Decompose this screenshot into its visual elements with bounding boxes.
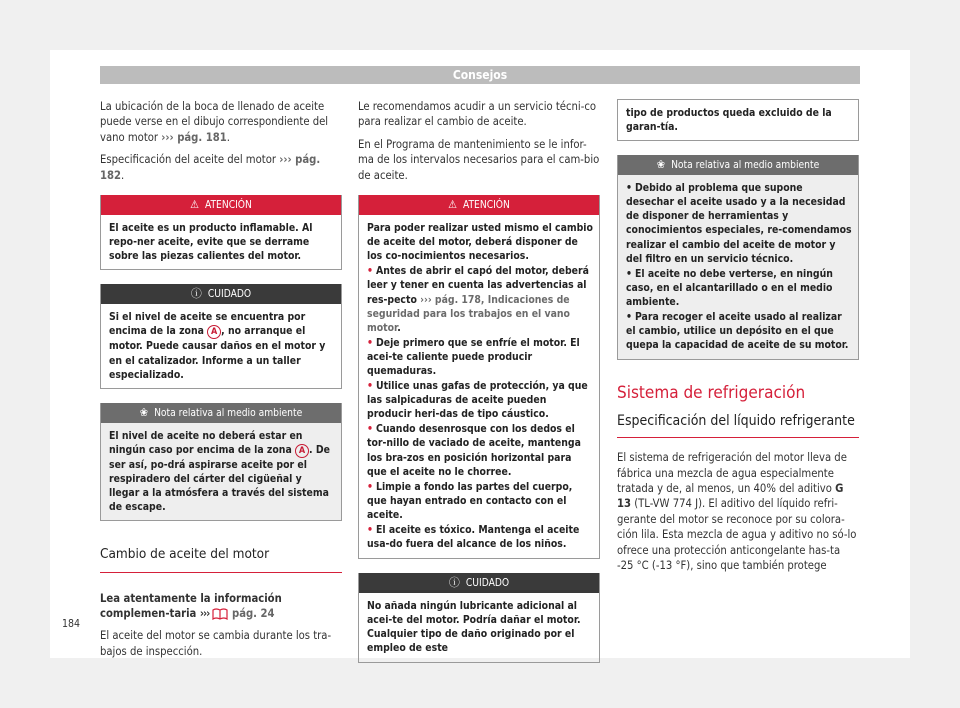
paragraph: En el Programa de mantenimiento se le infor-ma de los intervalos necesarios para el cam-bio de aceite. <box>358 137 600 182</box>
caution-header: ⓘ CUIDADO <box>359 573 599 593</box>
caution-box <box>358 573 600 662</box>
environment-text: El nivel de aceite no deberá estar en ningún caso por encima de la zona A . De ser así, po-drá aspirarse aceite por el respiradero del cárter del cigüeñal y llegar a la atmósfera a través del sistema de escape. <box>101 423 341 520</box>
page-link[interactable]: ››› pág. 182 <box>100 153 321 182</box>
paragraph: Lea atentamente la información complemen-taria ››› pág. 24 <box>100 591 282 620</box>
paragraph: Le recomendamos acudir a un servicio técni-co para realizar el cambio de aceite. <box>358 100 597 129</box>
paragraph: El sistema de refrigeración del motor lleva de fábrica una mezcla de agua especialmente tratada y de, al menos, un 40% del aditivo G 13 (TL-VW 774 J). El aditivo del líquido refri-gerante del motor se reconoce por su colora-ción lila. Esta mezcla de agua y aditivo no só-lo ofrece una protección anticongelante has-ta -25 °C (-13 °F), sino que también protege <box>617 451 857 572</box>
caution-text: tipo de productos queda excluido de la garan-tía. <box>626 107 832 134</box>
warning-triangle-icon: ⚠ <box>190 198 199 212</box>
warning-triangle-icon: ⚠ <box>448 198 457 212</box>
environment-header: ❀ Nota relativa al medio ambiente <box>101 403 341 423</box>
marker-a-icon: A <box>207 325 221 339</box>
caution-text: Si el nivel de aceite se encuentra por encima de la zona A , no arranque el motor. Puede causar daños en el motor y en el catalizador. Informe a un taller especializado. <box>109 311 326 381</box>
chapter-title: Sistema de refrigeración <box>617 383 806 404</box>
list-item: • Antes de abrir el capó del motor, deberá leer y tener en cuenta las advertencias al res-pecto ››› pág. 178, Indicaciones de seguridad para los trabajos en el vano motor. <box>367 265 589 334</box>
page-link[interactable]: ››› pág. 178, Indicaciones de seguridad para los trabajos en el vano motor <box>367 293 570 334</box>
paragraph: La ubicación de la boca de llenado de aceite puede verse en el dibujo correspondiente del vano motor ››› pág. 181. <box>100 100 329 144</box>
page-link[interactable]: ››› pág. 181 <box>161 130 227 144</box>
list-item: • Utilice unas gafas de protección, ya que las salpicaduras de aceite pueden producir heri-das de tipo cáustico. <box>367 380 588 421</box>
warning-text: Para poder realizar usted mismo el cambio de aceite del motor, deberá disponer de los co-nocimientos necesarios. • Antes de abrir el capó del motor, deberá leer y tener en cuenta las advertencias al res-pecto ››› pág. 178, Indicaciones de seguridad para los trabajos en el vano motor. • Deje primero que se enfríe el motor. El acei-te caliente puede producir quemaduras. • Utilice unas gafas de protección, ya que las salpicaduras de aceite pueden producir heri-das de tipo cáustico. • Cuando desenrosque con los dedos el tor-nillo de vaciado de aceite, mantenga los bra-zos en posición horizontal para que el aceite no le chorree. • Limpie a fondo las partes del cuerpo, que hayan entrado en contacto con el aceite. • El aceite es tóxico. Mantenga el aceite usa-do fuera del alcance de los niños. <box>367 222 593 551</box>
section-heading: Cambio de aceite del motor <box>100 547 342 572</box>
warning-box <box>358 195 600 559</box>
list-item: • Debido al problema que supone desechar el aceite usado y a la necesidad de disponer de herramientas y conocimientos especiales, re-comendamos realizar el cambio del aceite de motor y del filtro en un servicio técnico. <box>626 182 852 265</box>
leaf-icon: ❀ <box>139 405 149 419</box>
leaf-icon: ❀ <box>656 158 666 172</box>
warning-header: ⚠ ATENCIÓN <box>359 195 599 215</box>
caution-text: No añada ningún lubricante adicional al acei-te del motor. Podría dañar el motor. Cualquier tipo de daño originado por el empleo de este <box>367 600 581 655</box>
page-link[interactable]: pág. 24 <box>228 606 275 620</box>
list-item: • Cuando desenrosque con los dedos el tor-nillo de vaciado de aceite, mantenga los bra-zos en posición horizontal para que el aceite no le chorree. <box>367 423 581 478</box>
list-item: • Para recoger el aceite usado al realizar el cambio, utilice un depósito en el que quepa la capacidad de aceite de su motor. <box>626 311 849 352</box>
warning-box <box>100 195 342 270</box>
book-icon <box>212 608 228 620</box>
section-heading: Especificación del líquido refrigerante <box>617 414 859 438</box>
environment-note-box <box>100 403 342 521</box>
marker-a-icon: A <box>295 444 309 458</box>
column-left <box>100 99 342 666</box>
environment-text <box>618 175 858 359</box>
caution-box-continued <box>617 99 859 141</box>
paragraph: Especificación del aceite del motor ››› pág. 182. <box>100 153 321 182</box>
list-item: • El aceite es tóxico. Mantenga el aceite usa-do fuera del alcance de los niños. <box>367 524 580 551</box>
list-item: • El aceite no debe verterse, en ningún caso, en el alcantarillado o en el medio ambiente. <box>626 267 833 308</box>
warning-header: ⚠ ATENCIÓN <box>101 195 341 215</box>
column-middle <box>358 99 600 677</box>
info-circle-icon: ⓘ <box>448 576 460 590</box>
caution-box <box>100 284 342 388</box>
environment-header: ❀ Nota relativa al medio ambiente <box>618 155 858 175</box>
list-item: • Limpie a fondo las partes del cuerpo, que hayan entrado en contacto con el aceite. <box>367 480 573 521</box>
page-number: 184 <box>62 618 81 630</box>
environment-note-box <box>617 155 859 360</box>
info-circle-icon: ⓘ <box>190 287 202 301</box>
caution-header: ⓘ CUIDADO <box>101 284 341 304</box>
warning-text: El aceite es un producto inflamable. Al repo-ner aceite, evite que se derrame sobre las piezas calientes del motor. <box>109 222 313 263</box>
list-item: • Deje primero que se enfríe el motor. El acei-te caliente puede producir quemaduras. <box>367 336 580 377</box>
section-banner: Consejos <box>100 66 860 84</box>
paragraph: El aceite del motor se cambia durante los tra-bajos de inspección. <box>100 629 332 658</box>
column-right <box>617 99 859 580</box>
